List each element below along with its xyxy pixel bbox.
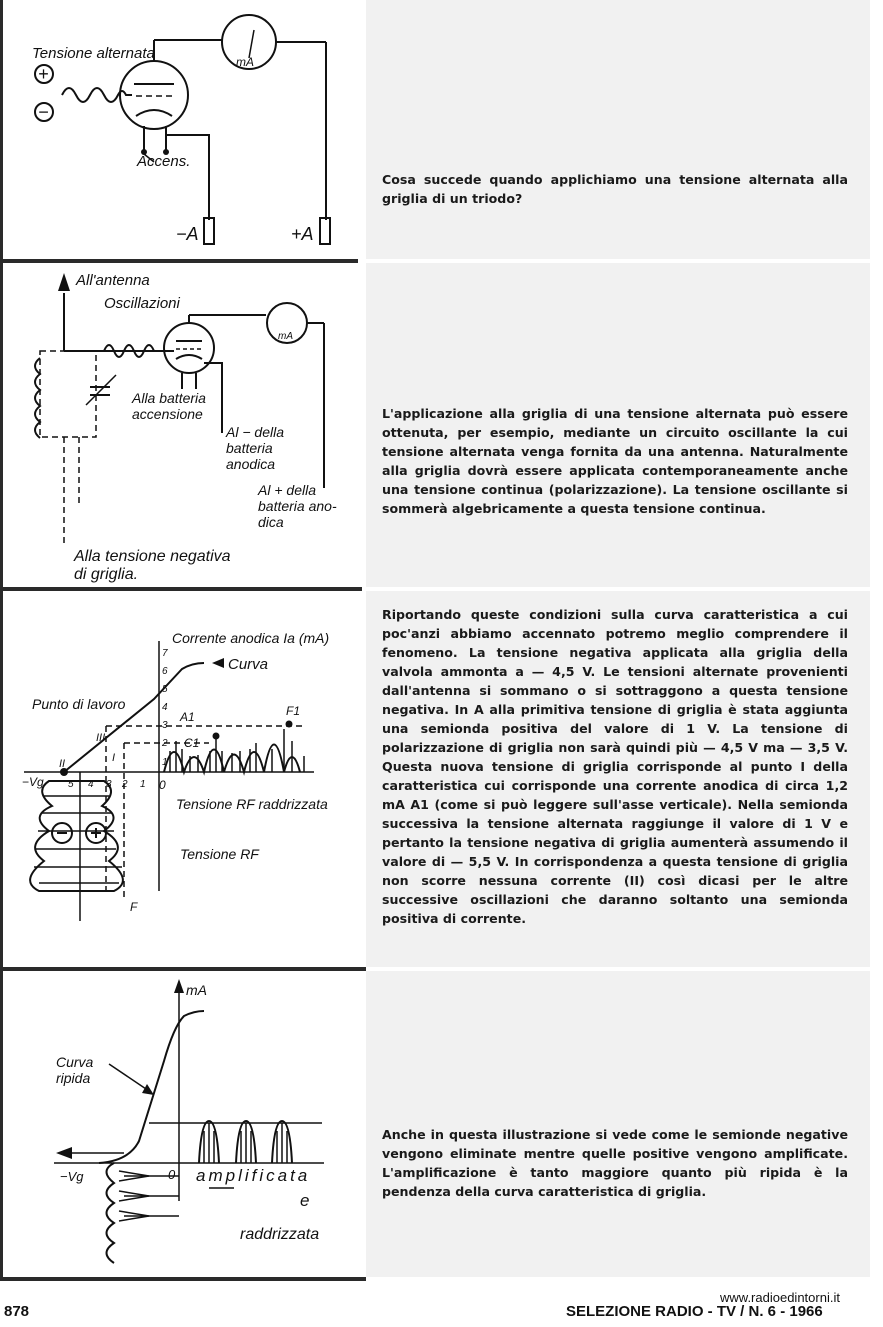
figure-steep-curve: [4, 971, 358, 1277]
x-tick-2: 2: [122, 779, 128, 790]
rf-voltage-label: Tensione RF: [180, 846, 259, 862]
a1-label: A1: [180, 710, 195, 724]
heater-battery-label-1: Alla batteria: [132, 390, 206, 406]
anode-pos-label-1: Al + della: [258, 482, 316, 498]
steep-curve-label-2: ripida: [56, 1070, 91, 1086]
anode-neg-label-3: anodica: [226, 456, 276, 472]
y-tick-1: 1: [162, 757, 168, 768]
positive-anode-label: +A: [291, 224, 314, 244]
work-point-label: Punto di lavoro: [32, 696, 126, 712]
divider-4: [0, 1277, 366, 1281]
rectified-label: raddrizzata: [240, 1226, 320, 1243]
panel-1-text-box: [366, 0, 870, 259]
x-tick-3: 3: [106, 779, 112, 790]
y-tick-5: 5: [162, 684, 168, 695]
x-tick-4: 4: [88, 779, 94, 790]
anode-neg-label-2: batteria: [226, 440, 273, 456]
anode-pos-label-2: batteria ano-: [258, 498, 337, 514]
and-label: e: [300, 1191, 310, 1210]
f-label: F: [130, 900, 138, 914]
amplified-label: amplificata: [196, 1166, 311, 1185]
figure-characteristic-curve: [4, 591, 358, 967]
rectified-rf-label: Tensione RF raddrizzata: [176, 796, 328, 812]
panel-1-text: Cosa succede quando applichiamo una tensione alternata alla griglia di un triodo?: [382, 172, 848, 206]
panel-4-text-box: [366, 971, 870, 1277]
page-number: 878: [4, 1303, 30, 1320]
y-tick-4: 4: [162, 702, 168, 713]
anode-pos-label-3: dica: [258, 514, 284, 530]
panel4-vg-label: −Vg: [60, 1169, 84, 1184]
heater-battery-label-2: accensione: [132, 406, 203, 422]
panel-3-text-box: [366, 591, 870, 967]
figure-triode-circuit: [4, 0, 358, 259]
origin-label: 0: [159, 778, 166, 792]
y-tick-6: 6: [162, 666, 168, 677]
steep-curve-label-1: Curva: [56, 1054, 94, 1070]
panel-3-text: Riportando queste condizioni sulla curva caratteristica a cui poc'anzi abbiamo accennato potremo meglio comprendere il fenomeno. La tensione negativa applicata alla griglia della valvola ammonta a — 4,5 V. Le tensioni alternate provenienti dall'antenna si sommano o si sottraggono a questa tensione negativa. In A alla primitiva tensione di griglia è stata aggiunta una semionda positiva del valore di 1 V. La tensione di polarizzazione di griglia non sarà quindi più — 4,5 V ma — 3,5 V. Questa nuova tensione di griglia corrisponde al punto I della caratteristica cui corrisponde una corrente anodica di circa 1,2 mA A1 (come si può leggere sull'asse verticale). Nella semionda successiva la tensione alternata raggiunge il valore di 1 V e pertanto la tensione negativa di griglia aumenterà assumendo il valore di — 5,5 V. In corrispondenza a questa tensione di griglia non scorre nessuna corrente (II) così dicasi per le altre successive oscillazioni che daranno soltanto una semionda positiva di corrente.: [382, 607, 848, 926]
f1-label: F1: [286, 704, 301, 718]
x-tick-1: 1: [140, 779, 146, 790]
point-ii-label: II: [59, 758, 66, 770]
x-tick-5: 5: [68, 779, 74, 790]
magazine-issue: SELEZIONE RADIO - TV / N. 6 - 1966: [566, 1303, 823, 1320]
ma-axis-label: mA: [186, 982, 207, 998]
antenna-label: All'antenna: [76, 272, 150, 289]
point-i-label: I: [112, 752, 116, 764]
grid-negative-label-2: di griglia.: [74, 566, 139, 583]
panel4-origin-label: 0: [168, 1167, 176, 1182]
curve-label: Curva: [228, 656, 269, 673]
panel-2-text: L'applicazione alla griglia di una tensione alternata può essere ottenuta, per esempio, mediante un circuito oscillante la cui tensione alternata venga fornita da una antenna. Naturalmente alla griglia dovrà essere applicata contemporaneamente anche una tensione continua (polarizzazione). La tensione oscillante si sommerà algebricamente a questa tensione continua.: [382, 406, 848, 516]
website-watermark: www.radioedintorni.it: [720, 1290, 840, 1305]
minus-vg-label: −Vg: [22, 775, 44, 789]
panel-2-text-box: [366, 263, 870, 587]
oscillations-label: Oscillazioni: [104, 295, 180, 312]
plus-label: +: [38, 64, 49, 84]
negative-anode-label: −A: [176, 224, 199, 244]
minus-label: −: [38, 102, 49, 122]
anode-neg-label-1: Al − della: [226, 424, 284, 440]
anode-current-label: Corrente anodica Ia (mA): [172, 630, 330, 646]
point-iii-label: III: [96, 732, 106, 744]
grid-negative-label-1: Alla tensione negativa: [74, 548, 231, 565]
y-tick-2: 2: [162, 738, 168, 749]
panel2-meter-label: mA: [278, 331, 293, 342]
alternating-voltage-label: Tensione alternata: [32, 45, 155, 62]
milliammeter-label: mA: [236, 55, 254, 69]
y-tick-3: 3: [162, 720, 168, 731]
panel-4-text: Anche in questa illustrazione si vede come le semionde negative vengono eliminate mentre quelle positive vengono amplificate. L'amplificazione è tanto maggiore quanto più ripida è la pendenza della curva caratteristica di griglia.: [382, 1127, 848, 1199]
c1-label: C1: [184, 736, 200, 750]
heater-label: Accens.: [137, 153, 191, 170]
figure-oscillating-circuit: [4, 263, 358, 587]
left-edge-line: [0, 0, 3, 1281]
y-tick-7: 7: [162, 648, 168, 659]
